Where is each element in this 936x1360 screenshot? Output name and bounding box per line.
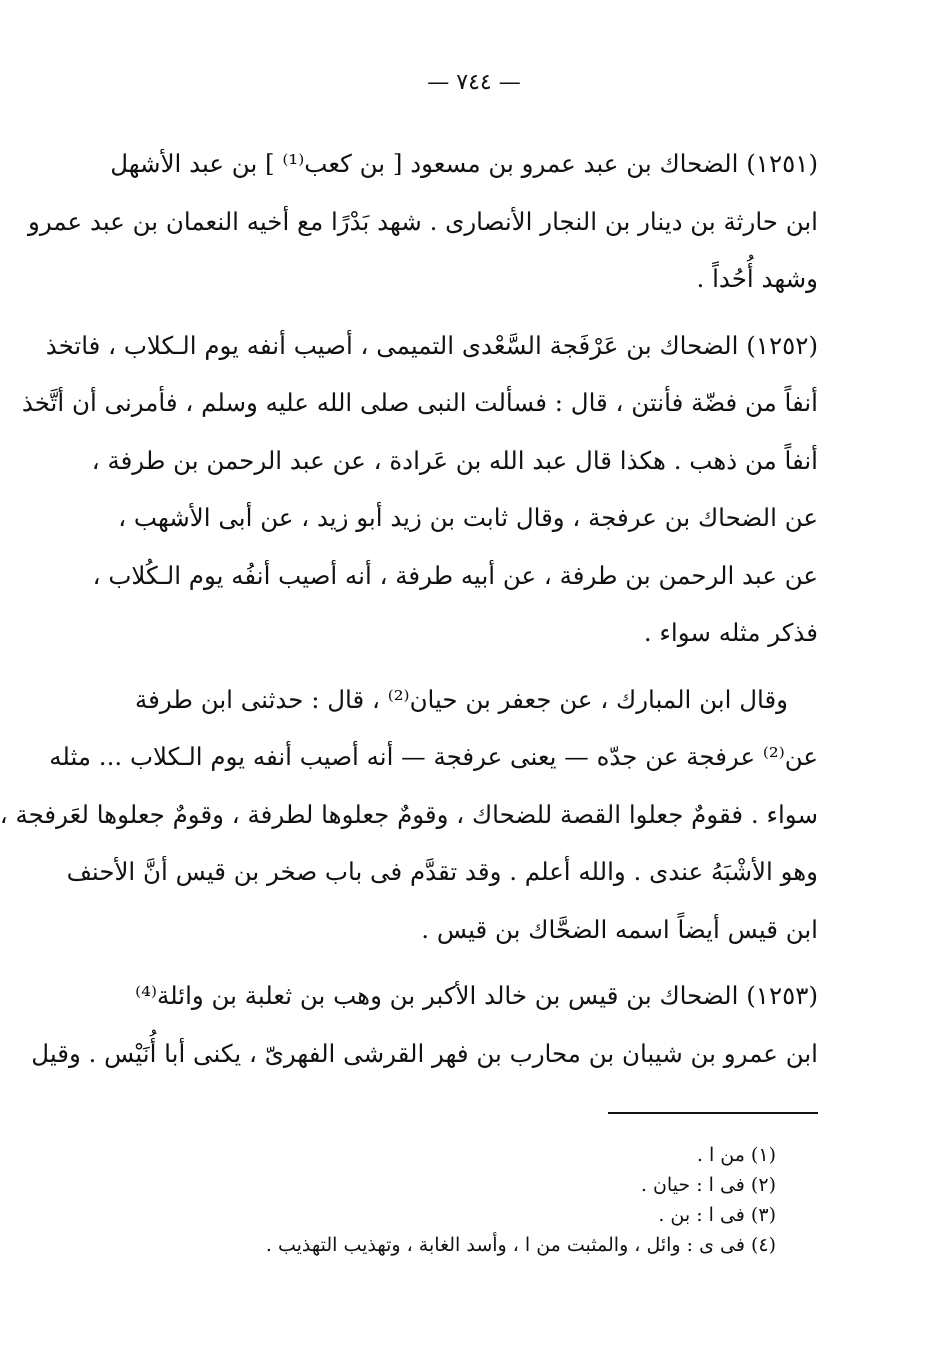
text-line: وشهد أُحُداً . bbox=[696, 264, 818, 293]
footnote-1: (١) من ا . bbox=[696, 1144, 776, 1166]
text-line: ابن عمرو بن شيبان بن محارب بن فهر القرشى الفهرىّ ، يكنى أبا أُنَيْس . وقيل bbox=[31, 1038, 818, 1068]
text-line: (١٢٥١) الضحاك بن عبد عمرو بن مسعود [ بن كعب⁽¹⁾ ] بن عبد الأشهل bbox=[110, 149, 818, 178]
text-line: أنفاً من فضّة فأنتن ، قال : فسألت النبى صلى الله عليه وسلم ، فأمرنى أن أتَّخذ bbox=[21, 388, 818, 417]
footnote-3: (٣) فى ا : بن . bbox=[658, 1204, 776, 1226]
page-number: — ٧٤٤ — bbox=[427, 70, 521, 95]
entry-1253 bbox=[31, 967, 818, 1082]
text-line: فذكر مثله سواء . bbox=[643, 618, 818, 647]
text-line: (١٢٥٢) الضحاك بن عَرْفَجة السَّعْدى التميمى ، أصيب أنفه يوم الـكلاب ، فاتخذ bbox=[45, 330, 818, 360]
text-line: وهو الأشْبَهُ عندى . والله أعلم . وقد تقدَّم فى باب صخر بن قيس أنَّ الأحنف bbox=[66, 857, 818, 886]
entry-commentary bbox=[0, 671, 818, 959]
text-line: سواء . فقومٌ جعلوا القصة للضحاك ، وقومٌ جعلوها لطرفة ، وقومٌ جعلوها لعَرفجة ، bbox=[0, 799, 818, 829]
entry-1251 bbox=[28, 135, 818, 308]
footnote-divider bbox=[608, 1112, 818, 1114]
text-line: (١٢٥٣) الضحاك بن قيس بن خالد الأكبر بن وهب بن ثعلبة بن وائلة⁽⁴⁾ bbox=[135, 981, 818, 1010]
footnotes bbox=[136, 1140, 776, 1260]
main-text bbox=[0, 135, 818, 1091]
text-line: وقال ابن المبارك ، عن جعفر بن حيان⁽²⁾ ، قال : حدثنى ابن طرفة bbox=[135, 684, 788, 714]
text-line: ابن قيس أيضاً اسمه الضحَّاك بن قيس . bbox=[421, 914, 818, 944]
text-line: عن⁽²⁾ عرفجة عن جدّه — يعنى عرفجة — أنه أصيب أنفه يوم الـكلاب ... مثله bbox=[49, 742, 818, 771]
text-line: عن عبد الرحمن بن طرفة ، عن أبيه طرفة ، أنه أصيب أنفُه يوم الـكُلاب ، bbox=[92, 560, 818, 590]
footnote-2: (٢) فى ا : حيان . bbox=[640, 1174, 776, 1196]
text-line: عن الضحاك بن عرفجة ، وقال ثابت بن زيد أبو زيد ، عن أبى الأشهب ، bbox=[118, 503, 818, 532]
text-line: ابن حارثة بن دينار بن النجار الأنصارى . شهد بَدْرًا مع أخيه النعمان بن عبد عمرو bbox=[28, 206, 818, 236]
entry-1252 bbox=[21, 317, 818, 662]
text-line: أنفاً من ذهب . هكذا قال عبد الله بن عَرادة ، عن عبد الرحمن بن طرفة ، bbox=[91, 445, 818, 475]
footnote-4: (٤) فى ى : وائل ، والمثبت من ا ، وأسد الغابة ، وتهذيب التهذيب . bbox=[265, 1234, 776, 1256]
